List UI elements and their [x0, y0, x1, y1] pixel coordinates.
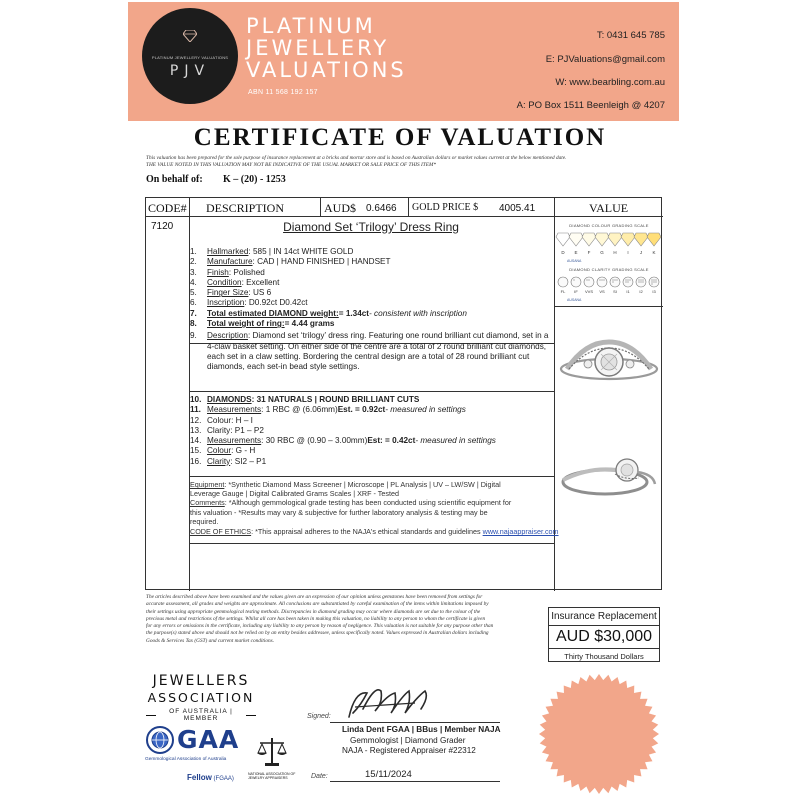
colour-grade-diamond [595, 233, 609, 246]
brand-line-1: PLATINUM [246, 14, 376, 38]
insurance-value-box [548, 607, 660, 662]
clarity-inclusion-dot [652, 284, 653, 285]
colour-grade-diamond [608, 233, 622, 246]
clarity-inclusion-dot [643, 280, 644, 281]
naja-name: NATIONAL ASSOCIATION OF JEWELRY APPRAISERS [248, 772, 296, 781]
clarity-inclusion-dot [600, 280, 601, 281]
grading-scales [555, 220, 663, 306]
code-header: CODE# [148, 201, 187, 215]
gaa-acronym: GAA [177, 725, 240, 754]
contact-website: W: www.bearbling.com.au [555, 77, 665, 88]
gold-price-value: 4005.41 [499, 203, 536, 214]
detail-row-6: 6. Inscription : D0.92ct D0.42ct [190, 298, 308, 308]
intro-text [146, 155, 686, 169]
contact-address: A: PO Box 1511 Beenleigh @ 4207 [516, 100, 665, 111]
clarity-inclusion-dot [602, 280, 603, 281]
clarity-grade-stone [584, 277, 594, 287]
clarity-inclusion-dot [604, 280, 605, 281]
value-header: VALUE [589, 201, 629, 215]
clarity-inclusion-dot [574, 280, 575, 281]
diamond-row-16: 16. Clarity : SI2 – P1 [190, 456, 267, 466]
insurance-amount: AUD $30,000 [549, 625, 659, 649]
signature-line [330, 722, 500, 723]
detail-row-2: 2. Manufacture : CAD | HAND FINISHED | HANDSET [190, 257, 391, 267]
clarity-inclusion-dot [617, 280, 618, 281]
colour-grade-label: G [600, 250, 604, 255]
intro-line-1: This valuation has been prepared for the sole purpose of insurance replacement at a bricks and mortar store and is based on Australian dollars or market values current at the below mentioned date. [146, 155, 567, 161]
pjv-logo [142, 8, 238, 104]
clarity-inclusion-dot [641, 280, 642, 281]
logo-initials: PJV [169, 63, 211, 79]
clarity-inclusion-dot [626, 280, 627, 281]
colour-grade-label: I [627, 250, 629, 255]
embossed-seal [537, 672, 661, 796]
colour-grade-diamond [621, 233, 635, 246]
clarity-grade-label: I2 [639, 289, 643, 294]
gaa-logo [145, 722, 245, 772]
clarity-inclusion-dot [654, 282, 655, 283]
detail-row-3: 3. Finish : Polished [190, 267, 265, 277]
diamond-icon [183, 30, 197, 42]
clarity-grade-stone [571, 277, 581, 287]
clarity-inclusion-dot [626, 282, 627, 283]
clarity-inclusion-dot [656, 280, 657, 281]
naja-link[interactable]: www.najaappraiser.com [482, 527, 559, 537]
colour-scale-graphic [555, 229, 663, 264]
clarity-inclusion-dot [615, 280, 616, 281]
ring-photos [555, 314, 663, 514]
ring-front-photo [555, 314, 663, 414]
gaa-fullname: Gemmological Association of Australia [145, 757, 227, 762]
clarity-grade-stone [558, 277, 568, 287]
valuation-table [145, 197, 662, 590]
logo-small-text: PLATINUM JEWELLERY VALUATIONS [151, 55, 229, 60]
clarity-inclusion-dot [628, 282, 629, 283]
brand-line-3: VALUATIONS [246, 58, 407, 82]
signatory-registration: NAJA - Registered Appraiser #22312 [342, 746, 476, 755]
clarity-grade-stone [610, 277, 620, 287]
diamond-row-13: 13. Clarity: P1 – P2 [190, 425, 264, 435]
clarity-inclusion-dot [613, 282, 614, 283]
colour-grade-diamond [582, 233, 596, 246]
colour-scale-title: DIAMOND COLOUR GRADING SCALE [569, 223, 649, 228]
clarity-inclusion-dot [643, 282, 644, 283]
detail-row-5: 5. Finger Size : US 6 [190, 288, 272, 298]
amount-in-words: Thirty Thousand Dollars [564, 652, 644, 661]
header-banner [128, 2, 679, 121]
colour-grade-label: H [613, 250, 617, 255]
testing-notes: Equipment: *Synthetic Diamond Mass Screener | Microscope | PL Analysis | UV – LW/SW | Digital Leverage Gauge | Digital Calibrated Grams Scales | XRF - Tested Comments: *Although gemmological grade testing has been conducted using scientific equipment for this valuation - *Results may vary & subjective for further laboratory analysis & testing may be required. CODE OF ETHICS: *This appraisal adheres to the NAJA's ethical standards and guidelines www.najaappraiser.com [190, 480, 559, 537]
abn-number: ABN 11 568 192 157 [248, 89, 318, 96]
clarity-grade-label: SI [613, 289, 617, 294]
item-title: Diamond Set ‘Trilogy’ Dress Ring [283, 220, 459, 234]
clarity-grade-label: IF [574, 289, 578, 294]
detail-row-1: 1. Hallmarked : 585 | IN 14ct WHITE GOLD [190, 247, 354, 256]
brand-name [246, 15, 407, 81]
signatory-name: Linda Dent FGAA | BBus | Member NAJA [342, 725, 501, 734]
clarity-scale-graphic [555, 273, 663, 305]
detail-row-7: 7. Total estimated DIAMOND weight: = 1.34ct - consistent with inscription [190, 308, 467, 318]
insurance-label: Insurance Replacement [551, 611, 657, 622]
signatory-details [342, 725, 501, 757]
clarity-inclusion-dot [639, 280, 640, 281]
clarity-inclusion-dot [587, 280, 588, 281]
clarity-grade-label: VS [599, 289, 605, 294]
diamond-row-11: 11. Measurements : 1 RBC @ (6.06mm) Est. = 0.92ct - measured in settings [190, 405, 466, 415]
colour-grade-diamond [569, 233, 583, 246]
gaa-fellow: Fellow (FGAA) [187, 773, 234, 782]
clarity-grade-label: I1 [626, 289, 630, 294]
signature-image [345, 683, 435, 723]
scales-of-justice-icon [256, 735, 288, 769]
aud-value: 0.6466 [366, 203, 397, 214]
clarity-inclusion-dot [641, 282, 642, 283]
brand-line-2: JEWELLERY [246, 36, 390, 60]
gold-price-label: GOLD PRICE $ [412, 202, 479, 213]
clarity-inclusion-dot [652, 280, 653, 281]
colour-grade-label: E [574, 250, 578, 255]
jewellers-association-logo: JEWELLERS ASSOCIATION OF AUSTRALIA | MEMBER [147, 673, 255, 722]
certificate-title: CERTIFICATE OF VALUATION [193, 124, 607, 151]
diamond-row-12: 12. Colour: H – I [190, 415, 253, 425]
colour-grade-label: J [639, 250, 643, 255]
date-label: Date: [311, 773, 328, 780]
clarity-inclusion-dot [613, 280, 614, 281]
diamond-details [190, 395, 552, 467]
clarity-grade-label: FL [560, 289, 566, 294]
item-details [190, 247, 552, 373]
colour-grade-diamond [556, 233, 570, 246]
clarity-scale-title: DIAMOND CLARITY GRADING SCALE [569, 267, 649, 272]
colour-grade-label: F [587, 250, 591, 255]
detail-row-4: 4. Condition : Excellent [190, 277, 280, 287]
clarity-grade-stone [597, 277, 607, 287]
clarity-inclusion-dot [652, 282, 653, 283]
date-line [330, 781, 500, 782]
behalf-label: On behalf of: [146, 174, 203, 185]
clarity-grade-label: I3 [652, 289, 656, 294]
clarity-inclusion-dot [589, 280, 590, 281]
clarity-inclusion-dot [630, 280, 631, 281]
clarity-legend-label: AUSANA [567, 298, 582, 302]
colour-grade-label: D [561, 250, 565, 255]
description-header: DESCRIPTION [206, 201, 285, 215]
clarity-inclusion-dot [654, 280, 655, 281]
detail-row-9: 9. Description: Diamond set ‘trilogy’ dress ring. Featuring one round brilliant cut diamond, set in a 4-claw basket setting. On either side of the centre are a total of 2 round brilliant cut diamonds, each set in a claw setting. Bordering the central design are a total of 28 round brilliant cut diamonds, each set-in bead style settings. [190, 331, 549, 372]
clarity-inclusion-dot [628, 280, 629, 281]
diamond-row-14: 14. Measurements : 30 RBC @ (0.90 – 3.00mm) Est: = 0.42ct - measured in settings [190, 436, 496, 446]
signed-label: Signed: [307, 713, 331, 720]
item-code: 7120 [151, 221, 174, 232]
colour-grade-diamond [647, 233, 661, 246]
colour-legend-label: AUSANA [567, 259, 582, 263]
clarity-grade-label: VVS [584, 289, 594, 294]
diamond-row-10: 10. DIAMONDS : 31 NATURALS | ROUND BRILLIANT CUTS [190, 395, 420, 404]
contact-email: E: PJValuations@gmail.com [545, 54, 665, 65]
aud-label: AUD$ [324, 201, 356, 215]
clarity-inclusion-dot [656, 282, 657, 283]
disclaimer-text: The articles described above have been examined and the values given are an expression of our opinion unless gemstones have been removed from settings for accurate assessment, all grades and weights are approximate. All conclusions are substantiated by careful examination of the items within limitations imposed by their settings using appropriate gemmological testing methods. Discrepancies in diamond grading may occur where diamonds are set due to the colour of the precious metal and restrictions of the settings. Whilst all care has been taken in making this valuation, no liability to any person to whom the certificate is given for any errors or omissions in the certificate, including any liability to any person by reason of negligence. This valuation is not suitable for any purpose other than the purpose(s) stated above and should not be relied on by an entity besides addressee, unless specifically noted. Values expressed in Australian dollars including Goods & Services Tax (GST) and current market conditions. [146, 594, 494, 644]
diamond-row-15: 15. Colour : G - H [190, 446, 256, 456]
colour-grade-label: K [652, 250, 656, 255]
clarity-inclusion-dot [639, 282, 640, 283]
globe-icon [145, 725, 175, 755]
colour-grade-diamond [634, 233, 648, 246]
detail-row-8: 8. Total weight of ring: = 4.44 grams [190, 319, 335, 329]
ring-side-photo [555, 414, 663, 514]
signatory-role: Gemmologist | Diamond Grader [350, 735, 466, 745]
contact-phone: T: 0431 645 785 [596, 30, 665, 41]
behalf-value: K – (20) - 1253 [223, 174, 286, 185]
valuation-date: 15/11/2024 [365, 769, 412, 780]
intro-line-2: THE VALUE NOTED IN THIS VALUATION MAY NOT BE INDICATIVE OF THE USUAL MARKET OR SALE PRICE OF THIS ITEM* [146, 162, 437, 168]
